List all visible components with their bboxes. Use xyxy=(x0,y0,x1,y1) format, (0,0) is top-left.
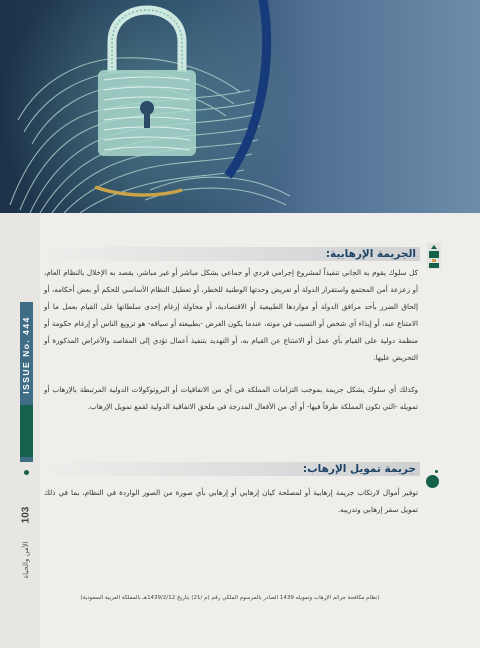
section2-paragraph: توفير أموال لارتكاب جريمة إرهابية أو لمصلحة كيان إرهابي أو إرهابي بأي صورة من الصور الواردة في النظام، بما في ذلك تمويل سفر إرهابي وتدريبه. xyxy=(44,488,418,514)
section1-heading-box xyxy=(38,247,420,261)
sidebar-dot xyxy=(24,470,29,475)
hero-banner xyxy=(0,0,480,213)
source-footnote: (نظام مكافحة جرائم الإرهاب وتمويله 1439 الصادر بالمرسوم الملكي رقم (م /21) بتاريخ 1439/2/12هـ بالمملكة العربية السعودية) xyxy=(80,595,380,601)
section-marker-small-dot xyxy=(435,470,438,473)
section1-heading: الجريمة الإرهابية: xyxy=(325,248,416,260)
section1-paragraph2: وكذلك أي سلوك يشكل جريمة بموجب التزامات المملكة في أي من الاتفاقيات أو البروتوكولات الدولية المرتبطة بالإرهاب أو تمويله -التي تكون المملكة طرفاً فيها- أو أي من الأفعال المدرجة في ملحق الاتفاقية الدولية لقمع تمويل الإرهاب. xyxy=(44,385,418,411)
magazine-name: الأمن والحياة xyxy=(22,541,30,579)
section-marker-dot xyxy=(426,475,439,488)
issue-number: ISSUE No. 444 xyxy=(21,316,31,394)
section2-heading-box xyxy=(38,462,420,476)
fingerprint-lock-illustration xyxy=(0,0,480,213)
section1-paragraph1: كل سلوك يقوم به الجاني تنفيذاً لمشروع إجرامي فردي أو جماعي بشكل مباشر أو غير مباشر، يقصد به الإخلال بالنظام العام، أو زعزعة أمن المجتمع واستقرار الدولة أو تعريض وحدتها الوطنية للخطر، أو تعطيل النظام الأساسي للحكم أو بعض أحكامه، أو إلحاق الضرر بأحد مرافق الدولة أو مواردها الطبيعية أو الاقتصادية، أو محاولة إرغام إحدى سلطاتها على القيام بعمل ما أو الامتناع عنه، أو إيذاء أي شخص أو التسبب في موته، عندما يكون الغرض -بطبيعته أو سياقه- هو ترويع الناس أو إرغام حكومة أو منظمة دولية على القيام بأي عمل أو الامتناع عن القيام به، أو التهديد بتنفيذ أعمال تؤدي إلى المقاصد والأغراض المذكورة أو التحريض عليها. xyxy=(44,268,418,362)
section2-heading: جريمة تمويل الإرهاب: xyxy=(302,463,416,475)
page-number: 103 xyxy=(20,506,32,524)
issue-band-accent xyxy=(20,405,33,457)
emblem-icon xyxy=(427,243,441,269)
